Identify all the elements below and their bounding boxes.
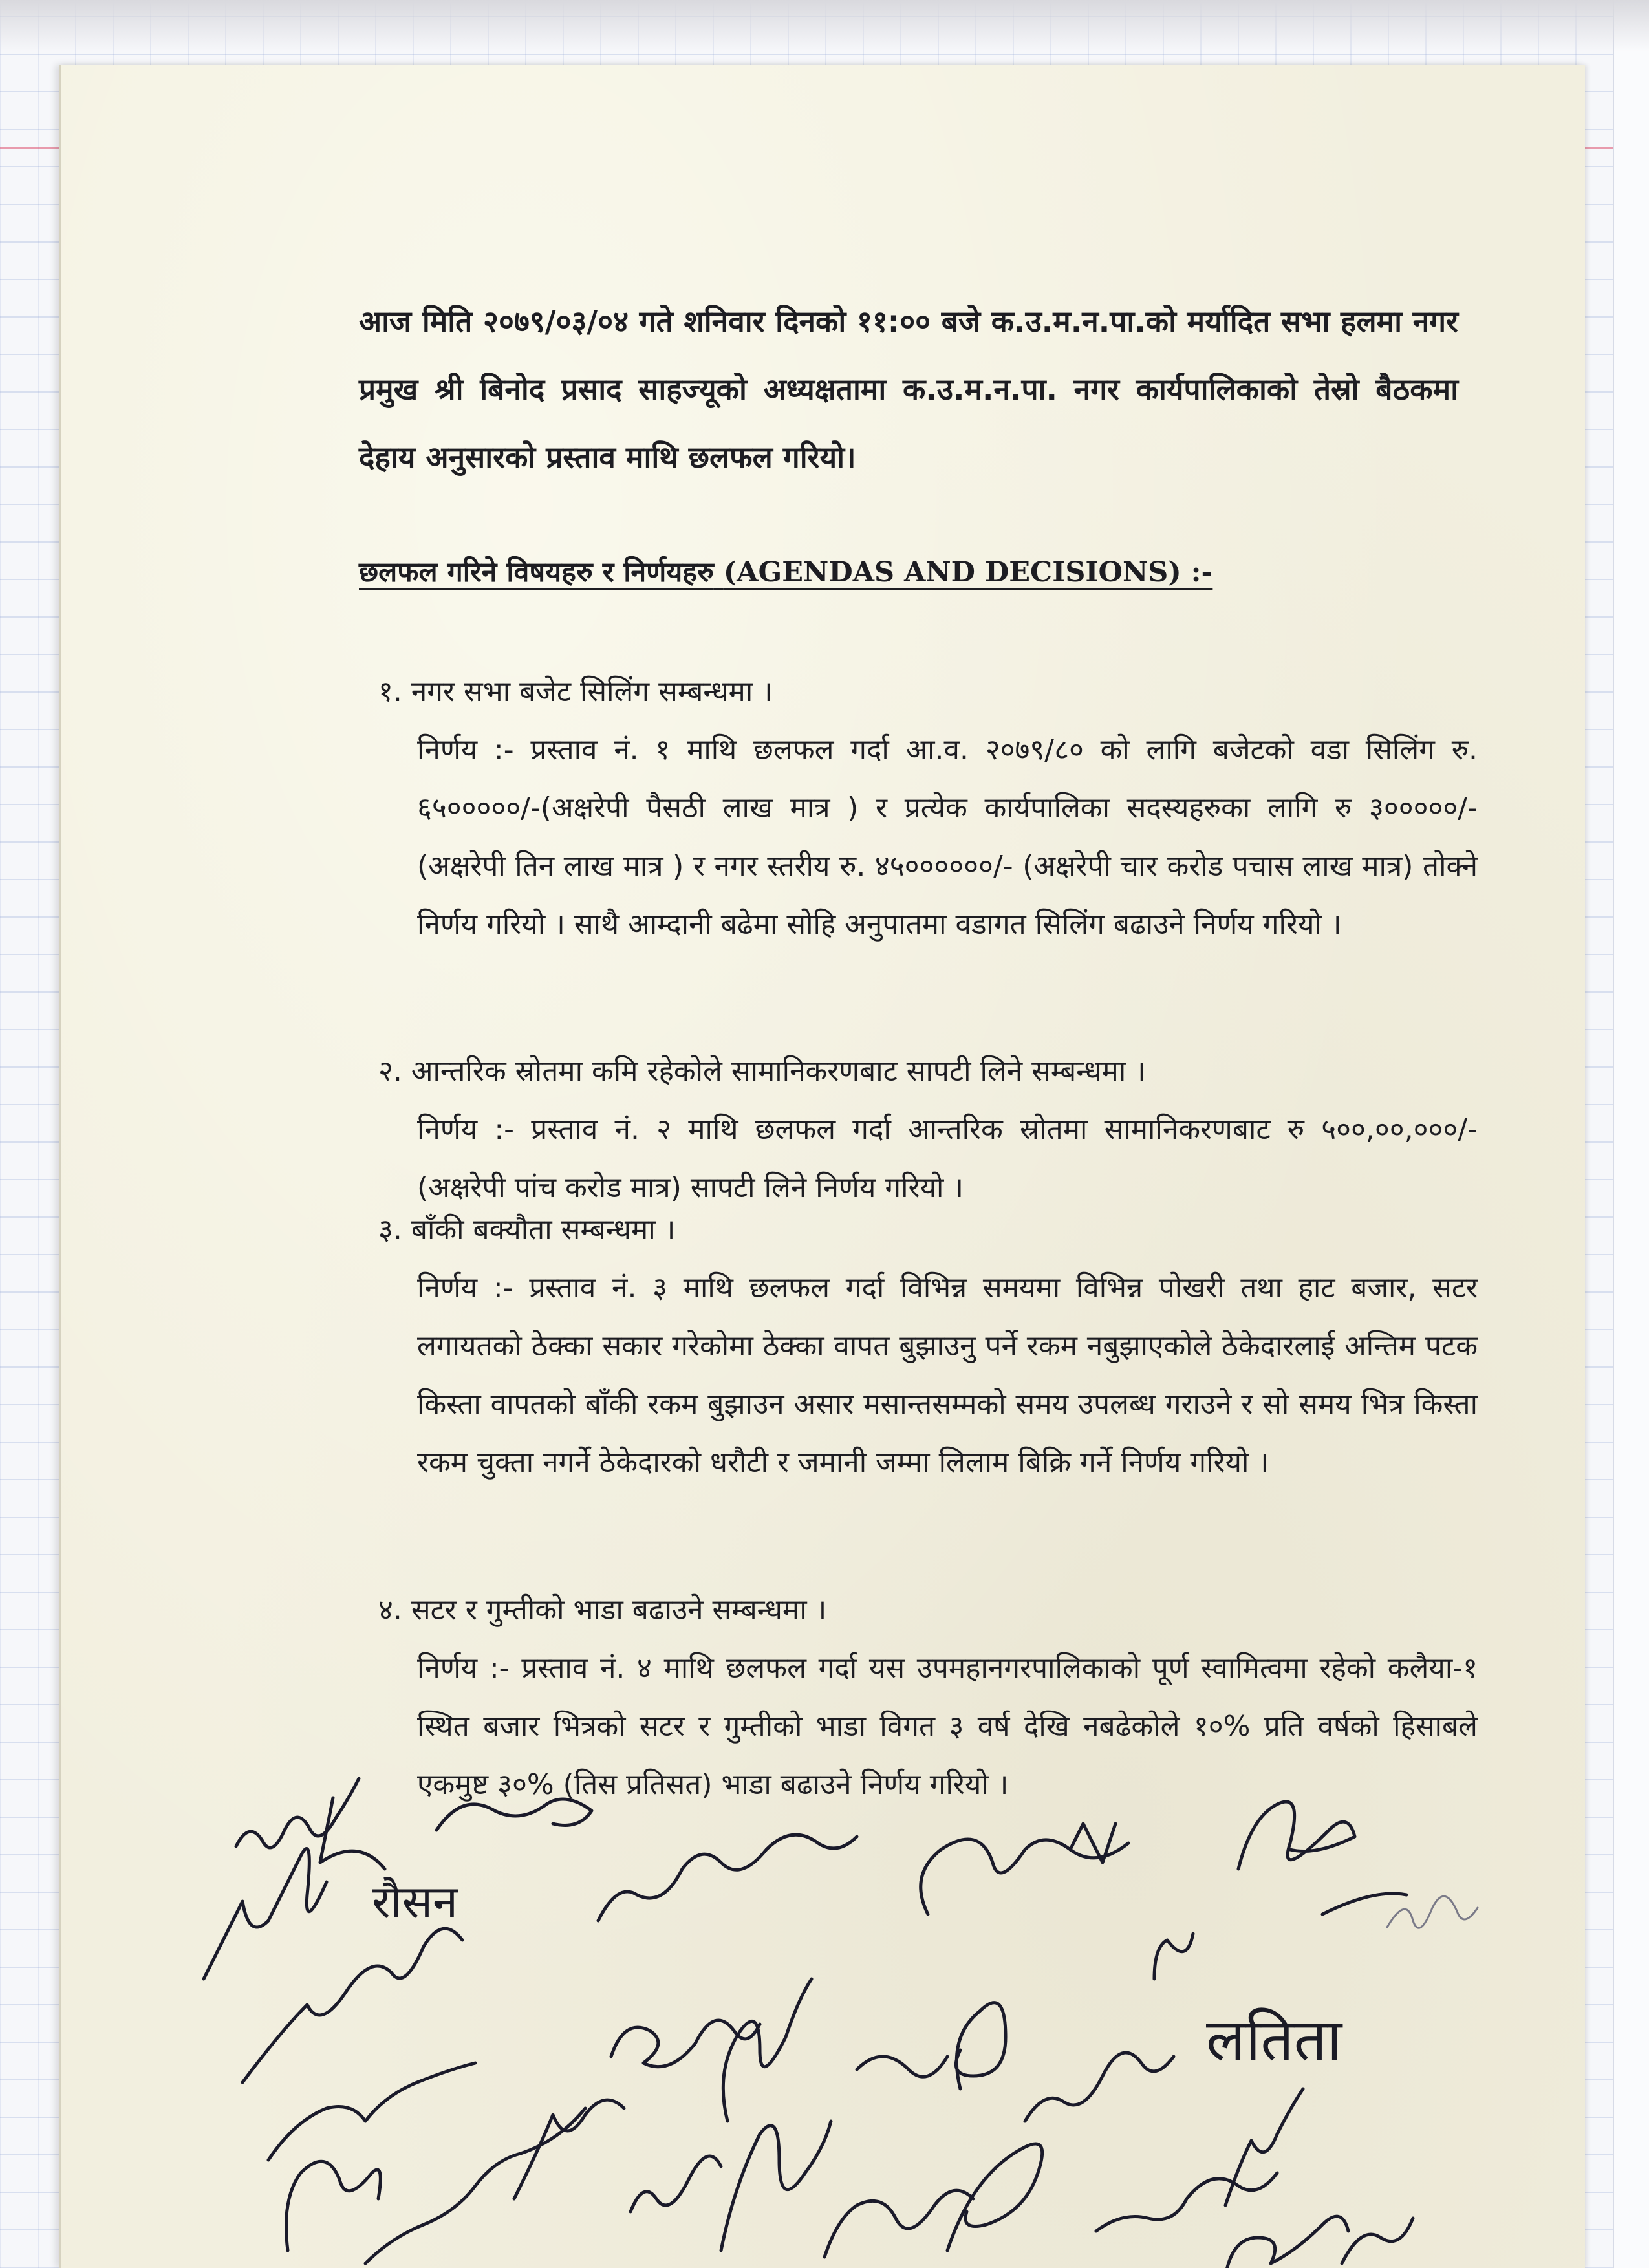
signature-28 bbox=[1225, 2216, 1348, 2268]
signature-5 bbox=[598, 1835, 857, 1921]
heading-english: (AGENDAS AND DECISIONS) :- bbox=[723, 556, 1213, 589]
signature-23 bbox=[721, 2121, 831, 2251]
agenda-title: २. आन्तरिक स्रोतमा कमि रहेकोले सामानिकरणबाट सापटी लिने सम्बन्धमा । bbox=[378, 1055, 1146, 1088]
signature-8 bbox=[1238, 1802, 1355, 1869]
signature-17 bbox=[956, 2003, 1006, 2089]
signature-16 bbox=[857, 2057, 947, 2077]
agenda-title: ३. बाँकी बक्यौता सम्बन्धमा । bbox=[378, 1213, 676, 1246]
signature-3 bbox=[204, 1849, 327, 1979]
signature-2 bbox=[320, 1798, 385, 1869]
intro-paragraph: आज मिति २०७९/०३/०४ गते शनिवार दिनको ११:०० बजे क.उ.म.न.पा.को मर्यादित सभा हलमा नगर प्रमुख श्री बिनोद प्रसाद साहज्यूको अध्यक्षतामा क.उ.म.न.पा. नगर कार्यपालिकाको तेस्रो बैठकमा देहाय अनुसारको प्रस्ताव माथि छलफल गरियो। bbox=[359, 304, 1458, 475]
signature-1 bbox=[236, 1778, 359, 1848]
signature-9 bbox=[1322, 1894, 1406, 1914]
agenda-decision: निर्णय :- प्रस्ताव नं. १ माथि छलफल गर्दा आ.व. २०७९/८० को लागि बजेटको वडा सिलिंग रु. ६५०००००/-(अक्षरेपी पैसठी लाख मात्र ) र प्रत्येक कार्यपालिका सदस्यहरुका लागि रु ३०००००/- (अक्षरेपी तिन लाख मात्र ) र नगर स्तरीय रु. ४५००००००/- (अक्षरेपी चार करोड पचास लाख मात्र) तोक्ने निर्णय गरियो । साथै आम्दानी बढेमा सोहि अनुपातमा वडागत सिलिंग बढाउने निर्णय गरियो । bbox=[417, 733, 1478, 941]
agenda-decision: निर्णय :- प्रस्ताव नं. २ माथि छलफल गर्दा आन्तरिक स्रोतमा सामानिकरणबाट रु ५००,००,०००/- (अक्षरेपी पांच करोड मात्र) सापटी लिने निर्णय गरियो । bbox=[417, 1113, 1478, 1204]
signature-13 bbox=[268, 2063, 475, 2160]
signature-14 bbox=[611, 2020, 760, 2067]
signature-word: लतिता bbox=[1206, 2006, 1342, 2074]
scanner-shadow bbox=[0, 0, 1649, 52]
agenda-decision: निर्णय :- प्रस्ताव नं. ४ माथि छलफल गर्दा यस उपमहानगरपालिकाको पूर्ण स्वामित्वमा रहेको कलैया-१ स्थित बजार भित्रको सटर र गुम्तीको भाडा विगत ३ वर्ष देखि नबढेकोले १०% प्रति वर्षको हिसाबले एकमुष्ट ३०% (तिस प्रतिसत) भाडा बढाउने निर्णय गरियो । bbox=[417, 1652, 1478, 1801]
agenda-title: ४. सटर र गुम्तीको भाडा बढाउने सम्बन्धमा । bbox=[378, 1593, 827, 1626]
signature-22 bbox=[630, 2156, 721, 2212]
signature-29 bbox=[1342, 2218, 1413, 2263]
signature-25 bbox=[947, 2144, 1042, 2251]
signature-scribbles bbox=[61, 65, 1585, 2268]
signature-10 bbox=[1154, 1934, 1193, 1979]
signature-4 bbox=[436, 1799, 592, 1830]
signature-11 bbox=[1387, 1896, 1478, 1928]
signature-15 bbox=[723, 1979, 812, 2121]
signature-18 bbox=[1025, 2053, 1174, 2121]
signature-20 bbox=[365, 2108, 585, 2263]
signature-19 bbox=[286, 2161, 381, 2251]
document-sheet bbox=[59, 65, 1585, 2268]
signature-word: रौसन bbox=[372, 1875, 458, 1928]
signature-24 bbox=[824, 2190, 973, 2257]
signatures-area bbox=[61, 65, 1585, 2268]
signature-26 bbox=[1096, 2173, 1277, 2231]
heading-devanagari: छलफल गरिने विषयहरु र निर्णयहरु bbox=[359, 556, 714, 589]
notebook-edge bbox=[1613, 0, 1649, 2268]
agenda-decision: निर्णय :- प्रस्ताव नं. ३ माथि छलफल गर्दा विभिन्न समयमा विभिन्न पोखरी तथा हाट बजार, सटर लगायतको ठेक्का सकार गरेकोमा ठेक्का वापत बुझाउनु पर्ने रकम नबुझाएकोले ठेकेदारलाई अन्तिम पटक किस्ता वापतको बाँकी रकम बुझाउन असार मसान्तसम्मको समय उपलब्ध गराउने र सो समय भित्र किस्ता रकम चुक्ता नगर्ने ठेकेदारको धरौटी र जमानी जम्मा लिलाम बिक्रि गर्ने निर्णय गरियो । bbox=[417, 1271, 1478, 1479]
signature-12 bbox=[242, 1928, 462, 2082]
agenda-title: १. नगर सभा बजेट सिलिंग सम्बन्धमा । bbox=[378, 675, 773, 708]
